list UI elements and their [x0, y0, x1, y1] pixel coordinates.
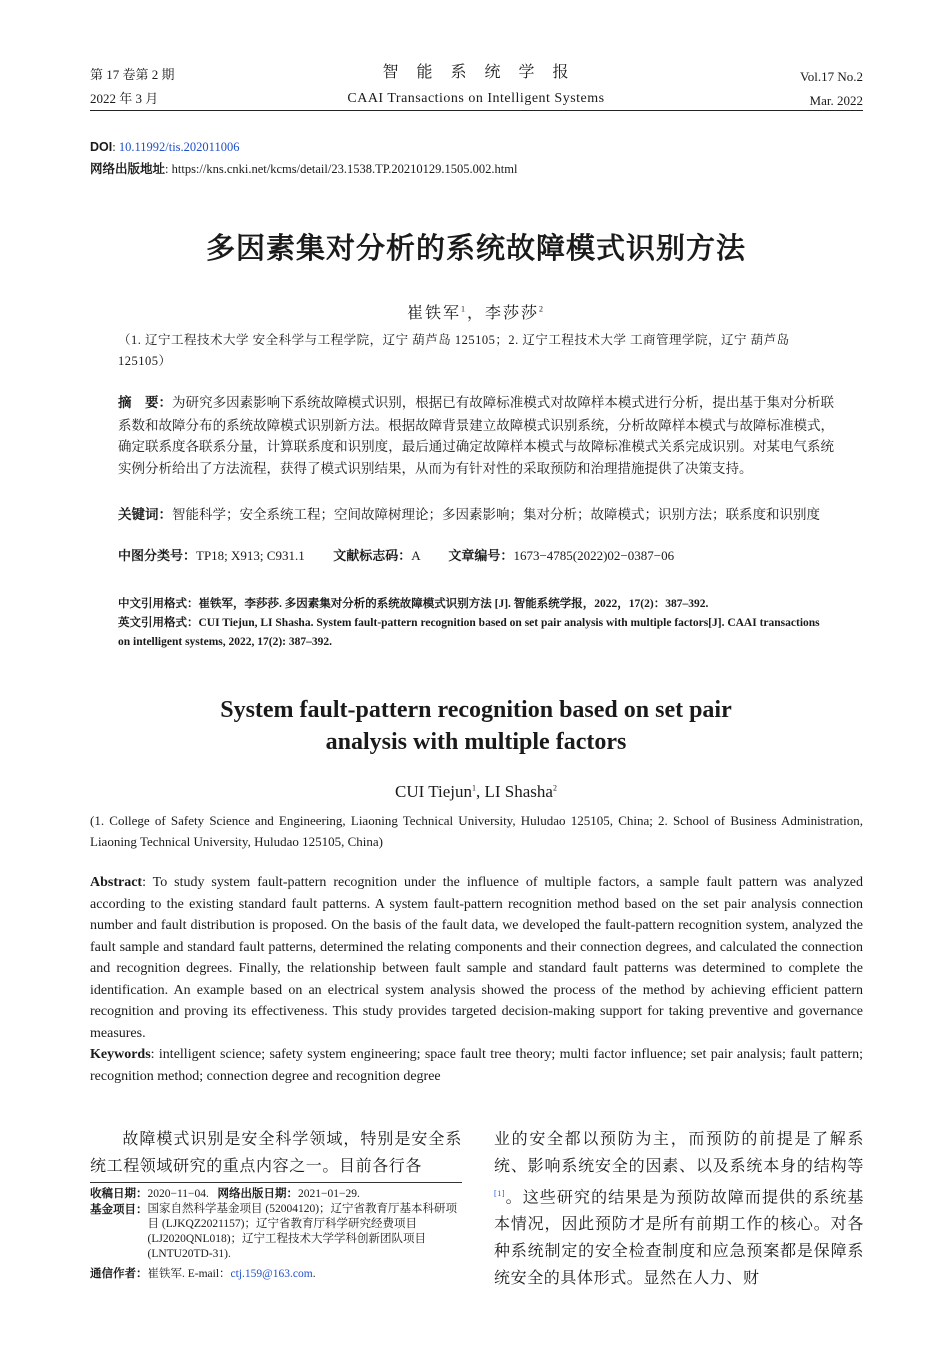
- corresponding-label: 通信作者：: [90, 1266, 148, 1280]
- volume-issue-cn: 第 17 卷第 2 期: [90, 67, 175, 82]
- affiliation-cn: （1. 辽宁工程技术大学 安全科学与工程学院，辽宁 葫芦岛 125105；2. 辽宁工程技术大学 工商管理学院，辽宁 葫芦岛 125105）: [118, 333, 790, 368]
- received-label: 收稿日期：: [90, 1186, 148, 1200]
- abstract-cn-label: 摘 要：: [118, 395, 173, 411]
- online-address-line: 网络出版地址: https://kns.cnki.net/kcms/detail/23.1538.TP.20210129.1505.002.html: [90, 162, 518, 176]
- title-en-line-1: System fault-pattern recognition based on set pair: [220, 697, 732, 723]
- footnote-corresponding: [90, 1266, 462, 1282]
- doc-code-value: A: [411, 548, 420, 563]
- author-sep-en: ,: [476, 782, 485, 801]
- body-right-text-2: 。这些研究的结果是为预防故障而提供的系统基本情况，因此预防才是所有前期工作的核心。对各种系统制定的安全检查制度和应急预案都是保障系统安全的具体形式。显然在人力、财: [494, 1189, 864, 1288]
- authors-en: [0, 782, 952, 802]
- abstract-en-label: Abstract: [90, 875, 143, 890]
- received-value: 2020−11−04.: [147, 1188, 209, 1200]
- clc-value: TP18; X913; C931.1: [196, 548, 305, 563]
- abstract-en: [90, 872, 863, 1087]
- citation-en-label: 英文引用格式：: [118, 615, 199, 629]
- citation-en-text: CUI Tiejun, LI Shasha. System fault-pattern recognition based on set pair analysis with multiple factors[J]. CAAI transactions on intelligent systems, 2022, 17(2): 387–392.: [118, 617, 820, 648]
- footnote-fund: [90, 1202, 462, 1262]
- reference-1-link[interactable]: [1]: [494, 1189, 506, 1198]
- date-cn: 2022 年 3 月: [90, 91, 159, 106]
- clc-label: 中图分类号：: [118, 549, 197, 564]
- fund-value: 国家自然科学基金项目 (52004120)；辽宁省教育厅基本科研项目 (LJKQZ2021157)；辽宁省教育厅科学研究经费项目 (LJ2020QNL018)；辽宁工程技术大学学科创新团队项目 (LNTU20TD-31).: [147, 1203, 458, 1260]
- footnote-rule: [90, 1182, 462, 1183]
- article-no-value: 1673−4785(2022)02−0387−06: [513, 548, 675, 563]
- body-right-text-1: 业的安全都以预防为主，而预防的前提是了解系统、影响系统安全的因素、以及系统本身的结构等: [494, 1131, 864, 1175]
- author-2-en: LI Shasha: [484, 782, 553, 801]
- journal-name-cn: 智 能 系 统 学 报: [382, 64, 570, 81]
- article-no-label: 文章编号：: [448, 549, 514, 564]
- online-date-value: 2021−01−29.: [298, 1188, 360, 1200]
- author-2-en-mark: 2: [552, 783, 557, 793]
- citation-cn-label: 中文引用格式：: [118, 596, 199, 610]
- doi-link[interactable]: 10.11992/tis.202011006: [118, 140, 240, 154]
- author-1-cn: 崔铁军: [406, 305, 461, 322]
- keywords-en-label: Keywords: [90, 1047, 151, 1062]
- online-address-url[interactable]: https://kns.cnki.net/kcms/detail/23.1538.TP.20210129.1505.002.html: [171, 162, 518, 176]
- online-date-label: 网络出版日期：: [217, 1186, 299, 1200]
- citation-en: [118, 613, 834, 652]
- keywords-cn: [118, 504, 834, 527]
- corresponding-end: .: [312, 1268, 316, 1280]
- citation-cn-text: 崔铁军，李莎莎. 多因素集对分析的系统故障模式识别方法 [J]. 智能系统学报，2022，17(2)：387–392.: [198, 598, 709, 610]
- fund-label: 基金项目：: [90, 1202, 148, 1216]
- online-address-label: 网络出版地址: [90, 162, 166, 176]
- date-en: Mar. 2022: [809, 93, 863, 108]
- authors-cn: [0, 300, 952, 323]
- body-left-paragraph: [90, 1126, 462, 1180]
- keywords-cn-label: 关键词：: [118, 507, 172, 523]
- header-rule: [90, 110, 863, 111]
- citation-cn: [118, 594, 834, 614]
- affiliation-en: (1. College of Safety Science and Engineering, Liaoning Technical University, Huludao 125105, China; 2. School of Business Administration, Liaoning Technical University, Huludao 125105, China): [90, 813, 863, 849]
- journal-name-en: CAAI Transactions on Intelligent Systems: [347, 91, 605, 106]
- abstract-en-text: : To study system fault-pattern recognition under the influence of multiple factors, a sample fault pattern was analyzed according to the existing standard fault patterns. A system fault-pattern recognition method based on the set pair analysis connection number and fault distribution is proposed. On the basis of the fault data, we developed the fault-pattern recognition system, analyzed the fault sample and standard fault patterns, determined the relating components and their connection degrees, and calculated the connection and recognition degrees. Finally, the relationship between fault sample and standard fault patterns was determined to complete the identification. An example based on an electrical system analysis showed the process of the method by achieving efficient pattern recognition and proving its effectiveness. This study provides targeted decision-making support for taking preventive and governance measures.: [90, 875, 863, 1041]
- keywords-cn-text: 智能科学；安全系统工程；空间故障树理论；多因素影响；集对分析；故障模式；识别方法；联系度和识别度: [172, 507, 820, 522]
- abstract-cn: [118, 392, 834, 479]
- doi-line: DOI: 10.11992/tis.202011006: [90, 140, 240, 154]
- title-en-line-2: analysis with multiple factors: [325, 729, 627, 755]
- classification-line: [118, 545, 834, 568]
- corresponding-name: 崔铁军. E-mail：: [147, 1268, 231, 1280]
- volume-issue-en: Vol.17 No.2: [800, 69, 863, 84]
- corresponding-email[interactable]: ctj.159@163.com: [230, 1268, 313, 1280]
- keywords-en-text: : intelligent science; safety system engineering; space fault tree theory; multi factor influence; set pair analysis; fault pattern; recognition method; connection degree and recognition degree: [90, 1047, 863, 1084]
- doi-label: DOI: [90, 140, 113, 154]
- title-en: [0, 694, 952, 758]
- abstract-cn-text: 为研究多因素影响下系统故障模式识别，根据已有故障标准模式对故障样本模式进行分析，提出基于集对分析联系数和故障分布的系统故障模式识别新方法。根据故障背景建立故障模式识别系统，分析故障样本模式与故障标准模式，确定联系度各联系分量，计算联系度和识别度，最后通过确定故障样本模式与故障标准模式关系完成识别。对某电气系统实例分析给出了方法流程，获得了模式识别结果，从而为有针对性的采取预防和治理措施提供了决策支持。: [118, 395, 835, 476]
- footnotes: [90, 1186, 462, 1282]
- doc-code-label: 文献标志码：: [333, 549, 412, 564]
- author-2-cn: 李莎莎: [485, 305, 540, 322]
- body-right-paragraph: [494, 1126, 864, 1292]
- author-2-mark: 2: [539, 304, 546, 314]
- author-1-en: CUI Tiejun: [395, 782, 473, 801]
- author-1-en-mark: 1: [472, 783, 477, 793]
- body-left-text: 故障模式识别是安全科学领域，特别是安全系统工程领域研究的重点内容之一。目前各行各: [90, 1131, 462, 1175]
- author-1-mark: 1: [460, 304, 467, 314]
- title-cn: 多因素集对分析的系统故障模式识别方法: [205, 231, 746, 265]
- author-sep-cn: ，: [466, 305, 485, 322]
- footnote-dates: [90, 1186, 462, 1202]
